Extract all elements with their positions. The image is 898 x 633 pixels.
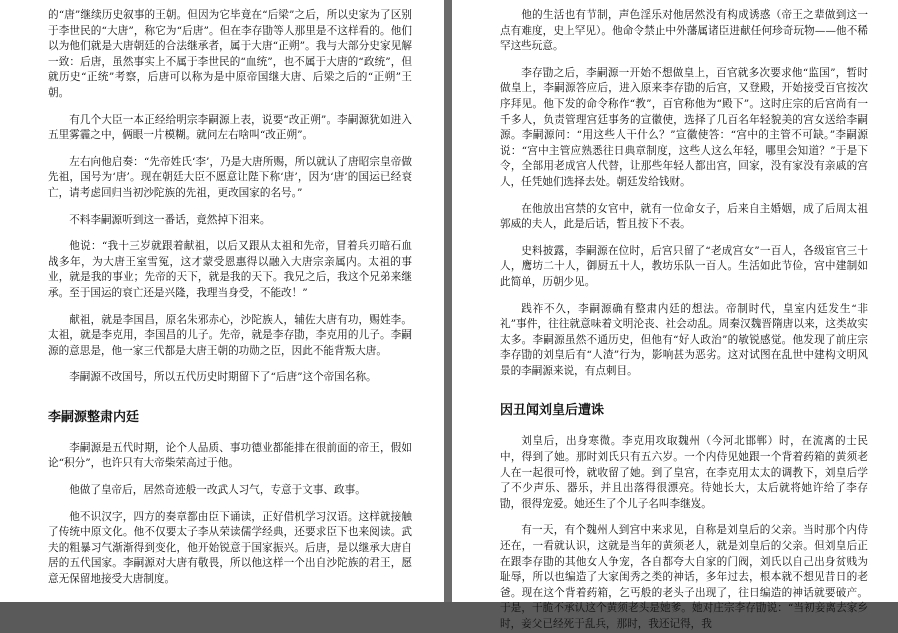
paragraph: 践祚不久，李嗣源确有整肃内廷的想法。帝制时代，皇室内廷发生“非礼”事件，往往就意味着文明沦丧、社会动乱。周秦汉魏晋隋唐以来，这类故实太多。李嗣源虽然不通历史，但他有“好人政治”的敏锐感觉。他发现了前庄宗李存勖的刘皇后有“人渣”行为，影响甚为恶劣。这对试图在乱世中建构文明风景的李嗣源来说，有点刺目。 <box>500 302 868 377</box>
section-heading: 因丑闻刘皇后遭诛 <box>500 403 605 419</box>
paragraph: 有一天，有个魏州人到宫中来求见，自称是刘皇后的父亲。当时那个内侍还在，一看就认识，这就是当年的黄须老人，就是刘皇后的父亲。但刘皇后正在跟李存勖的其他女人争宠，各自都夸大自家的门阀，刘氏以自己出身贫贱为耻辱，所以也编造了大家闺秀之类的神话，多年过去，根本就不想见昔日的老爸。现在这个背着药箱，乞丐般的老头子出现了，往日编造的神话就要破产。于是，干脆不承认这个黄须老头是她爹。她对庄宗李存勖说：“当初妾离去家乡时，妾父已经死于乱兵，那时，我还记得，我 <box>500 524 868 630</box>
paragraph: 有几个大臣一本正经给明宗李嗣源上表，说要“改正朔”。李嗣源犹如进入五里雾霾之中，俩眼一片模糊。就问左右啥叫“改正朔”。 <box>48 113 412 142</box>
left-page <box>0 0 444 602</box>
page-gutter <box>444 0 452 602</box>
paragraph: 的“唐”继续历史叙事的王朝。但因为它毕竟在“后梁”之后，所以史家为了区别于李世民的“大唐”，称它为“后唐”。但在李存勖等人那里是不这样看的。他们以为他们就是大唐朝廷的合法继承者，属于大唐“正朔”。我与大部分史家见解一致：后唐，虽然事实上不属于李世民的“血统”，也不属于大唐的“政统”，但就历史“正统”考察，后唐可以称为是中原帝国继大唐、后梁之后的“正朔”王朝。 <box>48 9 412 99</box>
paragraph: 他的生活也有节制，声色淫乐对他居然没有构成诱惑（帝王之辈做到这一点有难度，史上罕见）。他命令禁止中外藩属诸臣进献任何珍奇玩物——他不稀罕这些玩意。 <box>500 9 868 53</box>
paragraph: 左右向他启奏：“先帝姓氏‘李’，乃是大唐所赐，所以就认了唐昭宗皇帝做先祖，国号为‘唐’。现在朝廷大臣不愿意让陛下称‘唐’，因为‘唐’的国运已经衰亡，请考虑回归当初沙陀族的先祖，更改国家的名号。” <box>48 155 412 199</box>
paragraph: 他做了皇帝后，居然奇迹般一改武人习气，专意于文事、政事。 <box>69 484 366 497</box>
paragraph: 在他放出宫禁的女官中，就有一位命女子，后来自主婚姻，成了后周太祖郭威的夫人，此是后话，暂且按下不表。 <box>500 202 868 231</box>
paragraph: 刘皇后，出身寒微。李克用攻取魏州（今河北邯郸）时，在流离的士民中，得到了她。那时刘氏只有五六岁。一个内侍见她跟一个背着药箱的黄须老人在一起很可怜，就收留了她。到了皇宫，在李克用太太的调教下，刘皇后学了不少声乐、器乐，并且出落得很漂亮。待她长大，太后就将她许给了李存勖，很得宠爱。她还生了个儿子名叫李继岌。 <box>500 435 868 510</box>
paragraph: 献祖，就是李国昌，原名朱邪赤心，沙陀族人，辅佐大唐有功，赐姓李。太祖，就是李克用，李国昌的儿子。先帝，就是李存勖，李克用的儿子。李嗣源的意思是，他一家三代都是大唐王朝的功勋之臣，因此不能背叛大唐。 <box>48 313 412 357</box>
paragraph: 史料披露，李嗣源在位时，后宫只留了“老成宫女”一百人，各级宦官三十人，鹰坊二十人，御厨五十人，教坊乐队一百人。生活如此节俭，宫中建制如此简单，历朝少见。 <box>500 244 868 288</box>
paragraph: 不料李嗣源听到这一番话，竟然掉下泪来。 <box>69 213 271 226</box>
paragraph: 李存勖之后，李嗣源一开始不想做皇上，百官就多次要求他“监国”，暂时做皇上，李嗣源答应后，进入原来李存勖的后宫，又登殿，开始接受百官按次序拜见。他下发的命令称作“教”，百官称他为“殿下”。这时庄宗的后宫尚有一千多人，负责管理宫廷事务的宣徽使，选择了几百名年轻貌美的宫女送给李嗣源。李嗣源问：“用这些人干什么？”宣徽使答：“宫中的主管不可缺。”李嗣源说：“宫中主管应熟悉往日典章制度，这些人这么年轻，哪里会知道？”于是下令，全部用老成宫人代替，让那些年轻人都出宫，回家，没有家没有亲戚的宫人，任凭她们选择去处。朝廷发给钱财。 <box>500 66 868 188</box>
paragraph: 他说：“我十三岁就跟着献祖，以后又跟从太祖和先帝，冒着兵刃暗石血战多年，为大唐王室雪冤，这才蒙受恩惠得以融入大唐宗亲属内。太祖的事业，就是我的事业；先帝的天下，就是我的天下。我兄之后，我这个兄弟来继承。至于国运的衰亡还是兴隆，我理当身受，不能改！” <box>48 240 412 299</box>
right-page <box>452 0 898 630</box>
paragraph: 李嗣源是五代时期，论个人品质、事功德业都能排在很前面的帝王，假如论“积分”，也许只有大帝柴荣高过于他。 <box>48 441 412 470</box>
paragraph: 他不识汉字，四方的奏章都由臣下诵读，正好借机学习汉语。这样就接触了传统中原文化。他不仅要太子李从荣读儒学经典，还要求臣下也来阅读。武夫的粗暴习气渐渐得到变化，他开始锐意于国家振兴。后唐，是以继承大唐自居的五代国家。李嗣源对大唐有敬畏，所以他这样一个出自沙陀族的君王，愿意无保留地接受大唐制度。 <box>48 510 412 586</box>
section-heading: 李嗣源整肃内廷 <box>48 409 140 425</box>
paragraph: 李嗣源不改国号，所以五代历史时期留下了“后唐”这个帝国名称。 <box>69 371 377 384</box>
